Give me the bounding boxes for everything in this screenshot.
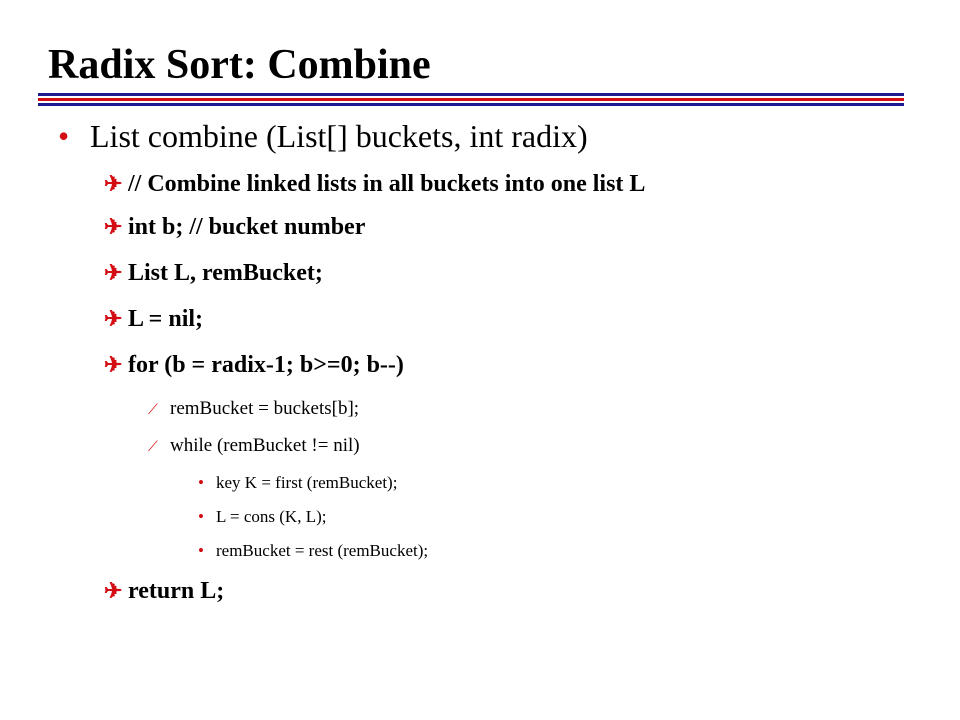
bullet-level3-while (148, 435, 360, 457)
bullet-text: List L, remBucket; (128, 260, 323, 286)
bullet-level1-function-signature (58, 118, 588, 155)
bullet-text: remBucket = rest (remBucket); (216, 541, 429, 560)
title-divider-red (38, 98, 904, 101)
bullet-level4-rest (198, 541, 428, 561)
plane-bullet-icon: ✈ (104, 306, 123, 331)
bullet-text: List combine (List[] buckets, int radix) (90, 118, 588, 154)
plane-bullet-icon: ✈ (104, 578, 123, 603)
bullet-level2-int-b (104, 214, 365, 242)
title-divider-blue-top (38, 93, 904, 96)
title-divider-blue-bottom (38, 103, 904, 106)
plane-bullet-icon: ✈ (104, 171, 123, 196)
bullet-text: for (b = radix-1; b>=0; b--) (128, 352, 404, 378)
bullet-text: L = nil; (128, 306, 204, 332)
dot-bullet-icon: • (198, 473, 204, 492)
bullet-text: int b; // bucket number (128, 214, 366, 240)
dash-bullet-icon: ⟋ (148, 403, 158, 418)
dot-bullet-icon: • (198, 507, 204, 526)
dot-bullet-icon: • (198, 541, 204, 560)
bullet-text: remBucket = buckets[b]; (170, 398, 360, 419)
bullet-level2-comment (104, 171, 645, 199)
bullet-text: return L; (128, 578, 225, 604)
bullet-dot-icon: • (58, 118, 70, 154)
bullet-text: // Combine linked lists in all buckets into one list L (128, 171, 646, 197)
bullet-level2-list-decl (104, 260, 323, 288)
bullet-level2-return (104, 578, 224, 606)
bullet-level2-for-loop (104, 352, 404, 380)
bullet-level4-cons (198, 507, 326, 527)
bullet-level4-key-first (198, 473, 397, 493)
bullet-level2-l-nil (104, 306, 203, 334)
bullet-text: while (remBucket != nil) (170, 435, 360, 456)
plane-bullet-icon: ✈ (104, 352, 123, 377)
slide-title: Radix Sort: Combine (48, 42, 431, 88)
bullet-text: key K = first (remBucket); (216, 473, 398, 492)
plane-bullet-icon: ✈ (104, 260, 123, 285)
bullet-text: L = cons (K, L); (216, 507, 327, 526)
bullet-level3-rembucket-assign (148, 398, 359, 420)
plane-bullet-icon: ✈ (104, 214, 123, 239)
dash-bullet-icon: ⟋ (148, 440, 158, 455)
